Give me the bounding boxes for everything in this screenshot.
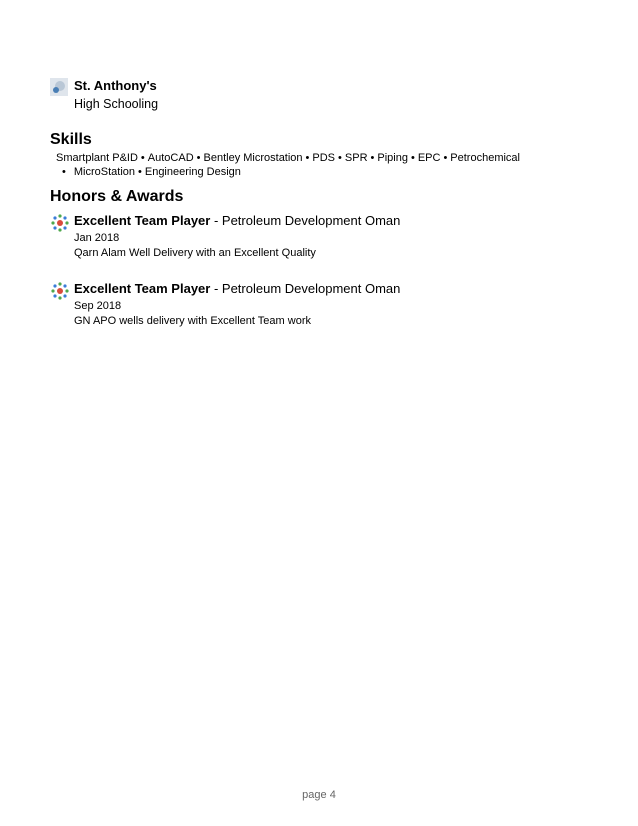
award-issuer: Petroleum Development Oman	[221, 281, 401, 296]
skill-item: Smartplant P&ID	[56, 152, 138, 164]
skill-separator: •	[443, 152, 448, 164]
skill-item: SPR	[344, 152, 368, 164]
education-degree: High Schooling	[74, 97, 159, 111]
skills-line-2	[62, 166, 241, 178]
award-date: Sep 2018	[74, 300, 122, 312]
award-issuer: Petroleum Development Oman	[221, 213, 401, 228]
award-entry	[50, 281, 610, 341]
skills-heading: Skills	[50, 131, 92, 148]
award-description: Qarn Alam Well Delivery with an Excellent Quality	[74, 247, 316, 259]
award-title-line	[74, 213, 400, 228]
skill-separator: •	[410, 152, 415, 164]
skill-item: Piping	[377, 152, 408, 164]
skill-item: PDS	[312, 152, 336, 164]
skill-separator: •	[196, 152, 201, 164]
skill-separator: •	[338, 152, 342, 164]
honors-heading: Honors & Awards	[50, 188, 184, 205]
education-school: St. Anthony's	[74, 78, 157, 93]
award-title: Excellent Team Player	[74, 281, 211, 296]
skill-item: MicroStation	[73, 166, 135, 178]
award-title-line	[74, 281, 400, 296]
skills-line-1	[56, 152, 520, 164]
award-icon	[50, 213, 70, 233]
skill-separator: •	[305, 152, 310, 164]
award-icon	[50, 281, 70, 301]
page-number: page 4	[302, 789, 336, 801]
award-title: Excellent Team Player	[74, 213, 211, 228]
school-icon	[50, 78, 68, 96]
award-issuer-separator: -	[210, 213, 222, 228]
skill-separator: •	[370, 152, 375, 164]
skill-item: Bentley Microstation	[203, 152, 303, 164]
award-issuer-separator: -	[210, 281, 222, 296]
skill-item: EPC	[417, 152, 441, 164]
award-date: Jan 2018	[74, 232, 120, 244]
skill-item: Petrochemical	[450, 152, 520, 164]
skill-separator: •	[140, 152, 145, 164]
skill-separator: •	[62, 166, 66, 178]
award-entry	[50, 213, 610, 273]
skill-separator: •	[138, 166, 142, 178]
award-description: GN APO wells delivery with Excellent Team work	[74, 315, 311, 327]
skill-item: AutoCAD	[147, 152, 194, 164]
skill-item: Engineering Design	[144, 166, 241, 178]
